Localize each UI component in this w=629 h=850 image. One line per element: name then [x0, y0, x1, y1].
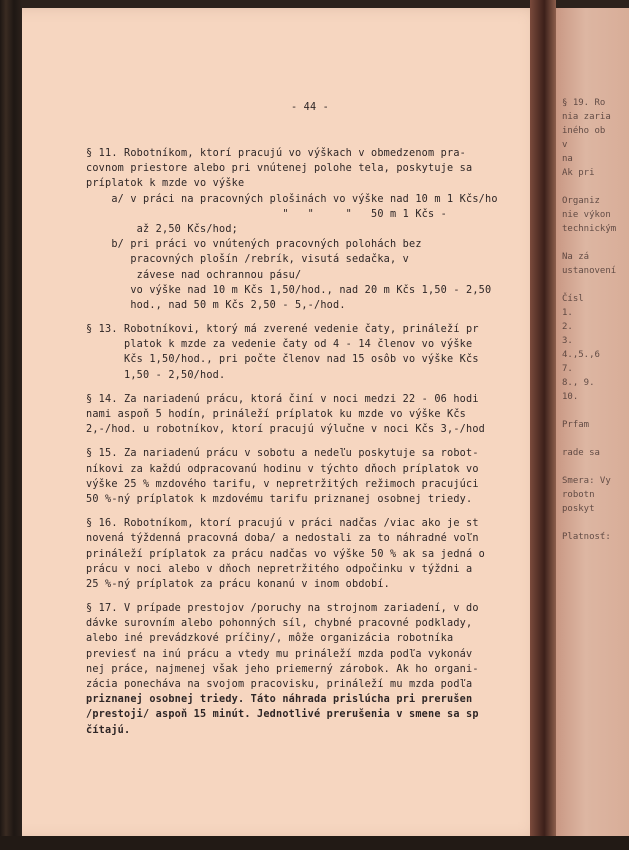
text-line: previesť na inú prácu a vtedy mu prináleží mzda podľa vykonáv: [86, 648, 473, 660]
adjacent-page-fragment: [562, 182, 616, 196]
adjacent-page-fragment: Čísl: [562, 294, 584, 304]
document-text: [86, 70, 546, 738]
text-line: § 14. Za nariadenú prácu, ktorá činí v noci medzi 22 - 06 hodi: [86, 393, 479, 405]
text-line: § 11. Robotníkom, ktorí pracujú vo výškach v obmedzenom pra-: [86, 148, 467, 159]
text-line: vo výške nad 10 m Kčs 1,50/hod., nad 20 m Kčs 1,50 - 2,50: [86, 284, 492, 296]
adjacent-page-fragment: [562, 280, 616, 294]
adjacent-page-fragment: Organiz: [562, 196, 600, 206]
adjacent-page-fragment: [562, 406, 616, 420]
adjacent-page-fragment: nie výkon: [562, 210, 611, 220]
text-line: b/ pri práci vo vnútených pracovných polohách bez: [86, 239, 422, 251]
adjacent-page-text: [562, 98, 616, 546]
text-line: závese nad ochrannou pásu/: [86, 269, 302, 281]
text-line: novená týždenná pracovná doba/ a nedostali za to náhradné voľn: [86, 533, 479, 545]
text-line: covnom priestore alebo pri vnútenej polohe tela, poskytuje sa: [86, 163, 473, 175]
paragraph-gap: [86, 592, 546, 601]
adjacent-page-fragment: 4.,5.,6: [562, 350, 600, 360]
adjacent-page-fragment: poskyt: [562, 504, 595, 514]
text-line: prináleží príplatok za prácu nadčas vo výške 50 % ak sa jedná o: [86, 548, 486, 560]
text-line: /prestoji/ aspoň 15 minút. Jednotlivé prerušenia v smene sa sp: [86, 709, 479, 721]
adjacent-page-fragment: Platnosť:: [562, 532, 611, 542]
adjacent-page-fragment: v: [562, 140, 568, 150]
adjacent-page-fragment: Smera: Vy: [562, 476, 611, 486]
scan-bottom-edge: [0, 836, 629, 850]
text-line: hod., nad 50 m Kčs 2,50 - 5,-/hod.: [86, 299, 346, 311]
adjacent-page-fragment: robotn: [562, 490, 595, 500]
adjacent-page-fragment: 8., 9.: [562, 378, 595, 388]
text-line: " " " 50 m 1 Kčs -: [86, 208, 448, 220]
adjacent-page-fragment: 1.: [562, 308, 573, 318]
text-line: alebo iné prevádzkové príčiny/, môže organizácia robotníka: [86, 633, 454, 645]
adjacent-page-fragment: [562, 518, 616, 532]
adjacent-page-fragment: [562, 238, 616, 252]
text-line: priznanej osobnej triedy. Táto náhrada prislúcha pri prerušen: [86, 694, 473, 706]
adjacent-page-fragment: 10.: [562, 392, 579, 402]
page-number: - 44 -: [291, 102, 330, 114]
paragraph-gap: [86, 313, 546, 322]
text-line: čítajú.: [86, 724, 131, 736]
adjacent-page-fragment: [562, 434, 616, 448]
adjacent-page-fragment: na: [562, 154, 573, 164]
adjacent-page-fragment: 2.: [562, 322, 573, 332]
adjacent-page-fragment: Prfam: [562, 420, 590, 430]
adjacent-page-fragment: 7.: [562, 364, 573, 374]
text-line: nej práce, najmenej však jeho priemerný zárobok. Ak ho organi-: [86, 663, 479, 675]
text-line: dávke surovním alebo pohonných síl, chybné pracovné podklady,: [86, 618, 473, 630]
adjacent-page-fragment: ustanovení: [562, 266, 617, 276]
text-line: § 15. Za nariadenú prácu v sobotu a nedeľu poskytuje sa robot-: [86, 448, 479, 460]
text-line: príplatok k mzde vo výške: [86, 178, 245, 190]
adjacent-page-fragment: Ak pri: [562, 168, 595, 178]
adjacent-page-fragment: § 19. Ro: [562, 98, 606, 108]
paragraph-gap: [86, 507, 546, 516]
text-line: zácia ponecháva na svojom pracovisku, prináleží mu mzda podľa: [86, 679, 473, 690]
text-line: nami aspoň 5 hodín, prináleží príplatok ku mzde vo výške Kčs: [86, 409, 467, 420]
text-line: § 16. Robotníkom, ktorí pracujú v práci nadčas /viac ako je st: [86, 518, 479, 530]
adjacent-page-fragment: [562, 462, 616, 476]
paragraph-gap: [86, 383, 546, 392]
text-line: až 2,50 Kčs/hod;: [86, 223, 239, 235]
text-line: a/ v práci na pracovných plošinách vo výške nad 10 m 1 Kčs/ho: [86, 193, 498, 205]
text-line: 50 %-ný príplatok k mzdovému tarifu priznanej osobnej triedy.: [86, 493, 473, 505]
text-line: § 13. Robotníkovi, ktorý má zverené vedenie čaty, prináleží pr: [86, 324, 479, 336]
text-line: výške 25 % mzdového tarifu, v nepretržitých režimoch pracujúci: [86, 478, 479, 490]
adjacent-page-edge: [556, 8, 629, 838]
adjacent-page-fragment: iného ob: [562, 126, 606, 136]
text-line: 1,50 - 2,50/hod.: [86, 369, 226, 381]
text-line: platok k mzde za vedenie čaty od 4 - 14 členov vo výške: [86, 339, 473, 351]
text-line: 25 %-ný príplatok za prácu konanú v inom období.: [86, 578, 391, 590]
adjacent-page-fragment: Na zá: [562, 252, 590, 262]
text-line: prácu v noci alebo v dňoch nepretržitého odpočinku v týždni a: [86, 563, 473, 575]
adjacent-page-fragment: technickým: [562, 224, 617, 234]
adjacent-page-fragment: 3.: [562, 336, 573, 346]
text-line: pracovných plošín /rebrík, visutá sedačka, v: [86, 254, 410, 266]
text-line: § 17. V prípade prestojov /poruchy na strojnom zariadení, v do: [86, 603, 479, 615]
text-line: níkovi za každú odpracovanú hodinu v týchto dňoch príplatok vo: [86, 463, 479, 475]
text-line: Kčs 1,50/hod., pri počte členov nad 15 osôb vo výške Kčs: [86, 354, 479, 366]
text-line: 2,-/hod. u robotníkov, ktorí pracujú výlučne v noci Kčs 3,-/hod: [86, 424, 486, 436]
paragraph-gap: [86, 437, 546, 446]
adjacent-page-fragment: rade sa: [562, 448, 600, 458]
adjacent-page-fragment: nia zaria: [562, 112, 611, 122]
